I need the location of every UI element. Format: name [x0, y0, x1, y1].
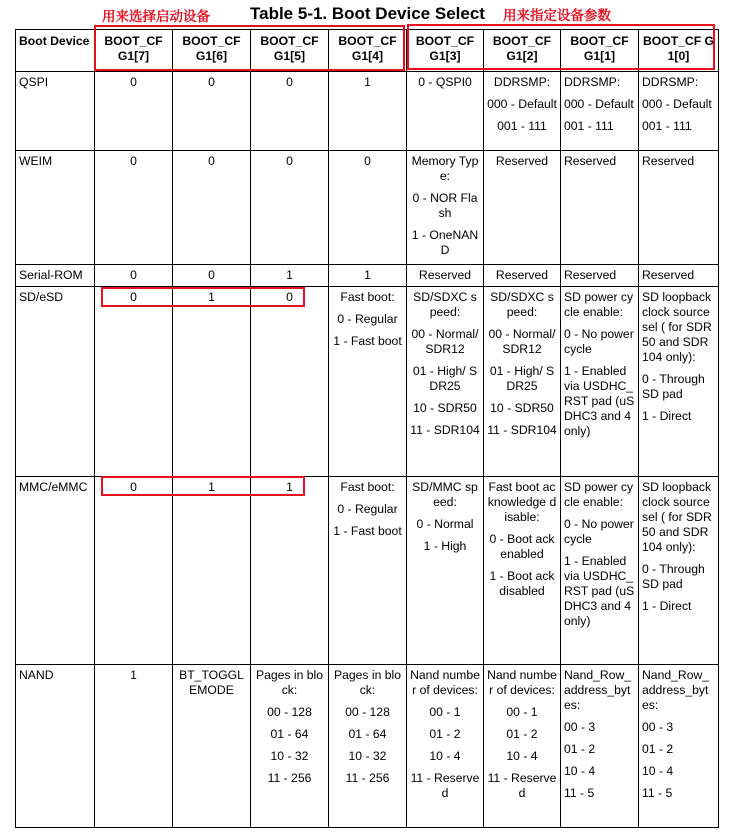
cell-line: 11 - 5: [564, 786, 595, 800]
cell-line: SD/SDXC speed:: [490, 290, 554, 319]
cell-line: 10 - SDR50: [413, 401, 477, 415]
cell-line: 11 - 5: [642, 786, 673, 800]
cell-line: 00 - Normal/ SDR12: [411, 327, 479, 356]
cell-line: 0 - No power cycle: [564, 327, 634, 356]
cell-line: Fast boot:: [340, 290, 395, 304]
cell-line: 10 - 32: [270, 749, 309, 763]
cfg-cell-bit-2: [484, 151, 561, 265]
cfg-cell-bit-0: [639, 265, 719, 287]
cell-line: 1 - OneNAND: [411, 228, 479, 257]
boot-device-cell: WEIM: [16, 151, 95, 265]
cell-line: DDRSMP:: [642, 75, 699, 89]
cfg-cell-bit-5: [251, 151, 329, 265]
cell-line: 10 - SDR50: [490, 401, 554, 415]
cfg-cell-bit-0: [639, 151, 719, 265]
cell-line: 0: [364, 154, 371, 168]
cell-line: 11 - Reserved: [487, 771, 557, 800]
header-boot-cfg-bit-0: BOOT_CF G1[0]: [639, 30, 719, 72]
cell-line: 1: [364, 268, 371, 282]
cell-line: 0: [286, 154, 293, 168]
cfg-cell-bit-2: [484, 72, 561, 151]
cell-line: 1: [286, 268, 293, 282]
cell-line: 1 - Enabled via USDHC_RST pad (uSDHC3 and 4 only): [564, 554, 635, 628]
table-row: [16, 151, 719, 265]
cfg-cell-bit-5: [251, 72, 329, 151]
cfg-cell-bit-3: [407, 151, 484, 265]
cfg-cell-bit-6: [173, 72, 251, 151]
cfg-cell-bit-3: [407, 665, 484, 828]
cell-line: 11 - SDR104: [487, 423, 557, 437]
cell-line: 11 - SDR104: [410, 423, 480, 437]
cell-line: SD loopback clock source sel ( for SDR50 and SDR104 only):: [642, 480, 712, 554]
cfg-cell-bit-0: [639, 477, 719, 665]
cfg-cell-bit-2: [484, 665, 561, 828]
cell-line: Nand number of devices:: [487, 668, 557, 697]
cell-line: 0: [130, 154, 137, 168]
cfg-cell-bit-0: [639, 72, 719, 151]
table-row: [16, 287, 719, 477]
cell-line: 01 - 64: [270, 727, 309, 741]
cell-line: Fast boot acknowledge disable:: [487, 480, 557, 524]
cfg-cell-bit-4: [329, 665, 407, 828]
header-boot-cfg-bit-5: BOOT_CF G1[5]: [251, 30, 329, 72]
cell-line: 000 - Default: [642, 97, 712, 111]
cell-line: 00 - 1: [506, 705, 538, 719]
cell-line: 00 - 3: [564, 720, 596, 734]
cfg-cell-bit-4: [329, 151, 407, 265]
boot-device-cell: NAND: [16, 665, 95, 828]
cfg-cell-bit-3: [407, 477, 484, 665]
cell-line: 00 - 1: [429, 705, 461, 719]
cfg-cell-bit-7: [95, 151, 173, 265]
cell-line: 1: [208, 480, 215, 494]
cfg-cell-bit-2: [484, 477, 561, 665]
cell-line: 0: [286, 75, 293, 89]
cell-line: 1: [364, 75, 371, 89]
cfg-cell-bit-3: [407, 287, 484, 477]
cell-line: 0 - Regular: [337, 502, 398, 516]
cell-line: 001 - 111: [564, 119, 614, 133]
cell-line: 10 - 4: [564, 764, 596, 778]
header-boot-cfg-bit-7: BOOT_CF G1[7]: [95, 30, 173, 72]
cell-line: BT_TOGGLEMODE: [179, 668, 244, 697]
cell-line: Reserved: [564, 268, 617, 282]
cell-line: SD loopback clock source sel ( for SDR50 and SDR104 only):: [642, 290, 712, 364]
table-title: Table 5-1. Boot Device Select: [250, 4, 485, 23]
cfg-cell-bit-4: [329, 477, 407, 665]
boot-device-cell: SD/eSD: [16, 287, 95, 477]
cell-line: SD/SDXC speed:: [413, 290, 477, 319]
cell-line: 1 - Boot ack disabled: [489, 569, 555, 598]
header-boot-cfg-bit-3: BOOT_CF G1[3]: [407, 30, 484, 72]
boot-device-select-table: [15, 29, 719, 828]
cfg-cell-bit-1: [561, 151, 639, 265]
header-boot-device: Boot Device: [16, 30, 95, 72]
cell-line: Reserved: [642, 268, 695, 282]
cell-line: 1 - Fast boot: [333, 334, 402, 348]
cfg-cell-bit-7: [95, 665, 173, 828]
cell-line: 0: [130, 75, 137, 89]
cell-line: 1: [130, 668, 137, 682]
cell-line: Reserved: [418, 268, 472, 282]
cell-line: 00 - 3: [642, 720, 674, 734]
cell-line: 1: [286, 480, 293, 494]
cell-line: 10 - 4: [506, 749, 538, 763]
cfg-cell-bit-1: [561, 665, 639, 828]
table-body: [16, 72, 719, 828]
cell-line: 0 - Boot ack enabled: [489, 532, 555, 561]
cfg-cell-bit-6: [173, 151, 251, 265]
cell-line: 0 - Through SD pad: [642, 372, 705, 401]
cell-line: 11 - Reserved: [410, 771, 480, 800]
cell-line: 00 - 128: [267, 705, 312, 719]
cell-line: 1 - Fast boot: [333, 524, 402, 538]
cfg-cell-bit-4: [329, 265, 407, 287]
cell-line: Reserved: [642, 154, 695, 168]
cell-line: Pages in block:: [333, 668, 402, 697]
cell-line: SD power cycle enable:: [564, 480, 634, 509]
cell-line: 01 - High/ SDR25: [412, 364, 478, 393]
cell-line: 0: [208, 268, 215, 282]
cell-line: 10 - 4: [642, 764, 674, 778]
cell-line: 0: [208, 75, 215, 89]
cell-line: 01 - 2: [564, 742, 596, 756]
boot-device-cell: QSPI: [16, 72, 95, 151]
cfg-cell-bit-5: [251, 477, 329, 665]
boot-device-cell: Serial-ROM: [16, 265, 95, 287]
cell-line: 0 - NOR Flash: [412, 191, 478, 220]
table-row: [16, 477, 719, 665]
cfg-cell-bit-0: [639, 287, 719, 477]
cell-line: 11 - 256: [267, 771, 312, 785]
cell-line: 1 - Enabled via USDHC_RST pad (uSDHC3 and 4 only): [564, 364, 635, 438]
table-row: [16, 265, 719, 287]
cell-line: 0: [130, 290, 137, 304]
cfg-cell-bit-7: [95, 72, 173, 151]
cell-line: 0 - Regular: [337, 312, 398, 326]
header-boot-cfg-bit-4: BOOT_CF G1[4]: [329, 30, 407, 72]
cfg-cell-bit-1: [561, 477, 639, 665]
cell-line: 0 - Normal: [416, 517, 474, 531]
cell-line: 1 - Direct: [642, 599, 692, 613]
cfg-cell-bit-6: [173, 265, 251, 287]
cfg-cell-bit-1: [561, 72, 639, 151]
cfg-cell-bit-5: [251, 665, 329, 828]
cell-line: Fast boot:: [340, 480, 395, 494]
cell-line: 10 - 4: [429, 749, 461, 763]
cell-line: SD/MMC speed:: [412, 480, 478, 509]
cell-line: 000 - Default: [487, 97, 557, 111]
table-row: [16, 72, 719, 151]
cell-line: Reserved: [495, 154, 549, 168]
cell-line: 001 - 111: [497, 119, 547, 133]
header-boot-cfg-bit-2: BOOT_CF G1[2]: [484, 30, 561, 72]
cell-line: 1 - Direct: [642, 409, 692, 423]
cell-line: Nand_Row_address_bytes:: [564, 668, 632, 712]
table-row: [16, 665, 719, 828]
cfg-cell-bit-1: [561, 265, 639, 287]
cell-line: 01 - 2: [506, 727, 538, 741]
cell-line: 0 - No power cycle: [564, 517, 634, 546]
cfg-cell-bit-4: [329, 72, 407, 151]
cell-line: 00 - 128: [345, 705, 390, 719]
cell-line: 1: [208, 290, 215, 304]
cfg-cell-bit-4: [329, 287, 407, 477]
cell-line: Memory Type:: [411, 154, 479, 183]
cell-line: 11 - 256: [345, 771, 390, 785]
cfg-cell-bit-6: [173, 287, 251, 477]
header-boot-cfg-bit-1: BOOT_CF G1[1]: [561, 30, 639, 72]
boot-device-cell: MMC/eMMC: [16, 477, 95, 665]
cfg-cell-bit-0: [639, 665, 719, 828]
annotation-specify-device-params: 用来指定设备参数: [503, 8, 611, 24]
cfg-cell-bit-7: [95, 477, 173, 665]
cell-line: 0: [208, 154, 215, 168]
cfg-cell-bit-7: [95, 287, 173, 477]
cell-line: 1 - High: [423, 539, 467, 553]
cell-line: 000 - Default: [564, 97, 634, 111]
cell-line: 00 - Normal/ SDR12: [488, 327, 556, 356]
cfg-cell-bit-2: [484, 287, 561, 477]
cfg-cell-bit-7: [95, 265, 173, 287]
cell-line: 0 - QSPI0: [418, 75, 472, 89]
cell-line: SD power cycle enable:: [564, 290, 634, 319]
cell-line: 0: [286, 290, 293, 304]
cell-line: Reserved: [495, 268, 549, 282]
header-boot-cfg-bit-6: BOOT_CF G1[6]: [173, 30, 251, 72]
cell-line: 0: [130, 480, 137, 494]
cfg-cell-bit-6: [173, 477, 251, 665]
annotation-select-boot-device: 用来选择启动设备: [102, 9, 210, 25]
cfg-cell-bit-1: [561, 287, 639, 477]
cfg-cell-bit-5: [251, 287, 329, 477]
cfg-cell-bit-2: [484, 265, 561, 287]
cell-line: 0 - Through SD pad: [642, 562, 705, 591]
cell-line: 0: [130, 268, 137, 282]
cell-line: 01 - High/ SDR25: [489, 364, 555, 393]
cell-line: 01 - 2: [429, 727, 461, 741]
table-header-row: [16, 30, 719, 72]
cfg-cell-bit-6: [173, 665, 251, 828]
cell-line: 001 - 111: [642, 119, 692, 133]
cell-line: Reserved: [564, 154, 617, 168]
cell-line: 10 - 32: [348, 749, 387, 763]
cell-line: Nand number of devices:: [410, 668, 480, 697]
cfg-cell-bit-3: [407, 265, 484, 287]
cell-line: Pages in block:: [255, 668, 324, 697]
cfg-cell-bit-3: [407, 72, 484, 151]
cell-line: Nand_Row_address_bytes:: [642, 668, 710, 712]
cfg-cell-bit-5: [251, 265, 329, 287]
cell-line: DDRSMP:: [564, 75, 621, 89]
cell-line: DDRSMP:: [493, 75, 551, 89]
cell-line: 01 - 2: [642, 742, 674, 756]
cell-line: 01 - 64: [348, 727, 387, 741]
